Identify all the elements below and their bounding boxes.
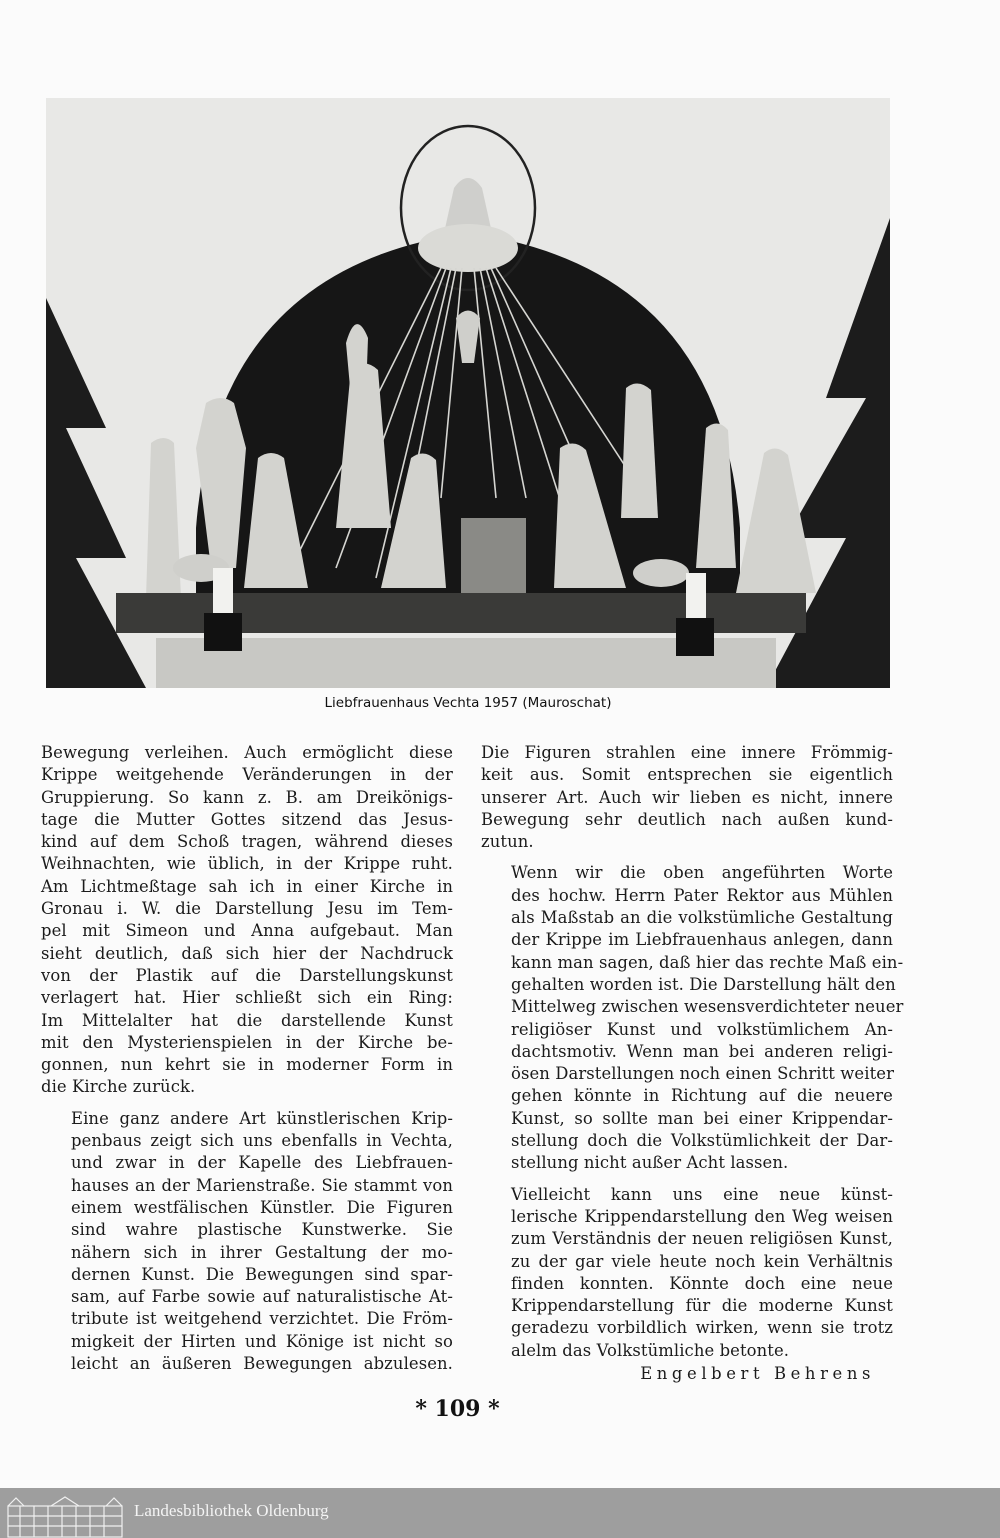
text-line: zu der gar viele heute noch kein Verhältnis — [511, 1251, 893, 1271]
text-line: Bewegung verleihen. Auch ermöglicht diese — [41, 743, 453, 762]
text-line: Die Figuren strahlen eine innere Frömmig- — [481, 743, 893, 762]
text-line: gehalten worden ist. Die Darstellung hält den — [511, 974, 896, 994]
text-line: Vielleicht kann uns eine neue künst- — [511, 1184, 893, 1204]
text-line: unserer Art. Auch wir lieben es nicht, innere — [481, 787, 893, 807]
paragraph — [41, 1108, 453, 1376]
text-line: gehen könnte in Richtung auf die neuere — [511, 1086, 893, 1106]
paragraph — [481, 1184, 893, 1386]
text-line: Im Mittelalter hat die darstellende Kunst — [41, 1010, 453, 1030]
library-name: Landesbibliothek Oldenburg — [134, 1501, 329, 1520]
text-line: alelm das Volkstümliche betonte. — [511, 1340, 790, 1360]
text-line: und zwar in der Kapelle des Liebfrauen- — [71, 1153, 453, 1173]
text-line: nähern sich in ihrer Gestaltung der mo- — [71, 1242, 453, 1262]
text-line: Am Lichtmeßtage sah ich in einer Kirche in — [41, 876, 453, 896]
text-line: lerische Krippendarstellung den Weg weisen — [511, 1206, 893, 1226]
text-line: verlagert hat. Hier schließt sich ein Ring: — [41, 988, 453, 1008]
text-line: stellung doch die Volkstümlichkeit der Dar- — [511, 1131, 893, 1151]
text-line: tage die Mutter Gottes sitzend das Jesus- — [41, 809, 453, 829]
paragraph — [41, 742, 453, 1099]
text-line: pel mit Simeon und Anna aufgebaut. Man — [41, 921, 453, 941]
left-column — [41, 742, 453, 1375]
library-footer-bar — [0, 1488, 1000, 1538]
text-line: Weihnachten, wie üblich, in der Krippe ruht. — [41, 854, 453, 874]
text-line: zutun. — [481, 832, 534, 852]
text-line: dernen Kunst. Die Bewegungen sind spar- — [71, 1264, 453, 1284]
crib-scene-illustration — [46, 98, 890, 688]
text-line: penbaus zeigt sich uns ebenfalls in Vechta, — [71, 1131, 453, 1151]
text-line: zum Verständnis der neuen religiösen Kunst, — [511, 1229, 893, 1249]
paragraph — [481, 742, 893, 853]
text-line: der Krippe im Liebfrauenhaus anlegen, dann — [511, 930, 893, 950]
text-line: sieht deutlich, daß sich hier der Nachdruck — [41, 943, 453, 963]
text-line: Wenn wir die oben angeführten Worte — [511, 863, 893, 883]
text-line: die Kirche zurück. — [41, 1077, 196, 1097]
text-line: hauses an der Marienstraße. Sie stammt von — [71, 1175, 453, 1195]
text-line: Mittelweg zwischen wesensverdichteter neuer — [511, 997, 904, 1017]
author-signature: Engelbert Behrens — [640, 1364, 875, 1384]
text-line: dachtsmotiv. Wenn man bei anderen religi- — [511, 1041, 893, 1061]
photo-caption: Liebfrauenhaus Vechta 1957 (Mauroschat) — [324, 695, 612, 711]
paragraph — [481, 862, 904, 1174]
text-line: finden konnten. Könnte doch eine neue — [511, 1273, 893, 1293]
text-line: kann man sagen, daß hier das rechte Maß ein- — [511, 952, 904, 972]
text-line: Gruppierung. So kann z. B. am Dreikönigs- — [41, 787, 453, 807]
text-line: Krippendarstellung für die moderne Kunst — [511, 1296, 893, 1316]
text-line: von der Plastik auf die Darstellungskunst — [41, 965, 453, 985]
text-line: Eine ganz andere Art künstlerischen Krip- — [71, 1108, 453, 1128]
page-number: * 109 * — [415, 1396, 500, 1422]
text-line: ösen Darstellungen noch einen Schritt weiter — [511, 1064, 895, 1084]
right-column — [481, 742, 904, 1385]
text-line: kind auf dem Schoß tragen, während dieses — [41, 832, 453, 852]
text-line: sam, auf Farbe sowie auf naturalistische At- — [71, 1287, 453, 1307]
text-line: mit den Mysterienspielen in der Kirche be- — [41, 1032, 453, 1052]
text-line: migkeit der Hirten und Könige ist nicht so — [71, 1331, 453, 1351]
text-line: sind wahre plastische Kunstwerke. Sie — [71, 1220, 453, 1240]
text-line: religiöser Kunst und volkstümlichem An- — [511, 1019, 893, 1039]
text-line: des hochw. Herrn Pater Rektor aus Mühlen — [511, 885, 893, 905]
text-line: leicht an äußeren Bewegungen abzulesen. — [71, 1354, 453, 1374]
text-line: geradezu vorbildlich wirken, wenn sie trotz — [511, 1318, 893, 1338]
text-line: gonnen, nun kehrt sie in moderner Form in — [41, 1055, 453, 1075]
text-line: Krippe weitgehende Veränderungen in der — [41, 765, 453, 785]
text-line: tribute ist weitgehend verzichtet. Die Fröm- — [71, 1309, 453, 1329]
text-line: stellung nicht außer Acht lassen. — [511, 1153, 789, 1173]
text-line: als Maßstab an die volkstümliche Gestaltung — [511, 908, 893, 928]
text-line: Kunst, so sollte man bei einer Krippendar- — [511, 1108, 893, 1128]
text-line: keit aus. Somit entsprechen sie eigentlich — [481, 765, 893, 785]
text-line: Bewegung sehr deutlich nach außen kund- — [481, 809, 893, 829]
nativity-photo — [46, 98, 890, 688]
text-line: einem westfälischen Künstler. Die Figuren — [71, 1197, 453, 1217]
library-building-icon — [6, 1496, 124, 1538]
text-line: Gronau i. W. die Darstellung Jesu im Tem- — [41, 899, 453, 919]
